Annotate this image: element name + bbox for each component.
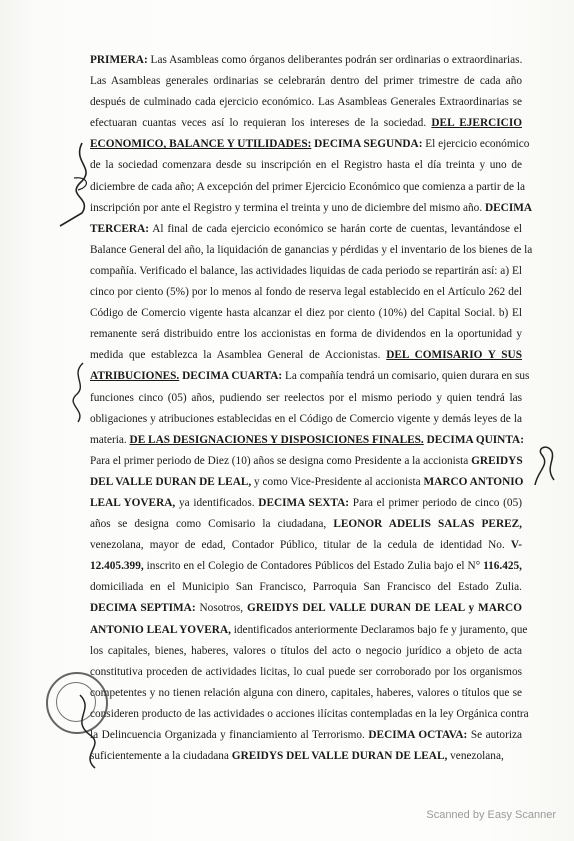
text-line: [90, 324, 522, 345]
body-text: la Delincuencia Organizada y financiamiento al Terrorismo.: [90, 729, 369, 741]
text-line: [90, 261, 522, 282]
bold-text: GREIDYS DEL VALLE DURAN DE LEAL,: [231, 750, 448, 763]
bold-text: DEL VALLE DURAN DE LEAL,: [90, 475, 252, 488]
body-text: Se autoriza: [467, 729, 523, 741]
text-line: [90, 746, 522, 767]
text-line: [90, 683, 522, 704]
body-text: Las Asambleas generales ordinarias se celebrarán dentro del primer trimestre de cada año: [90, 75, 522, 88]
bold-text: DECIMA SEGUNDA:: [311, 138, 423, 151]
bold-text: DECIMA: [484, 201, 533, 214]
bold-text: 116.425,: [483, 560, 522, 573]
body-text: años se designa como Comisario la ciudadana,: [90, 518, 334, 531]
text-line: [90, 514, 522, 535]
bold-text: DECIMA QUINTA:: [423, 433, 524, 446]
bold-text: TERCERA:: [90, 222, 149, 235]
text-line: [90, 303, 522, 324]
scanner-watermark: Scanned by Easy Scanner: [426, 809, 556, 821]
body-text: ya identificados.: [175, 496, 259, 509]
section-heading: ATRIBUCIONES.: [90, 370, 180, 383]
body-text: obligaciones y atribuciones establecidas en el Código de Comercio vigente y demás leyes de la: [90, 412, 522, 425]
text-line: [90, 620, 528, 641]
text-line: [90, 704, 529, 725]
body-text: cinco por ciento (5%) por lo menos al fondo de reserva legal establecido en el Artículo 262 del: [90, 286, 522, 299]
bold-text: GREIDYS: [471, 454, 523, 467]
body-text: consideren producto de las actividades o acciones ilícitas contempladas en la ley Orgánica contra: [90, 707, 529, 720]
body-text: El ejercicio económico: [422, 138, 530, 151]
text-line: [90, 451, 522, 472]
section-heading: DEL EJERCICIO: [431, 117, 522, 130]
text-line: [90, 388, 522, 409]
text-line: [90, 198, 533, 219]
body-text: compañía. Verificado el balance, las actividades liquidas de cada periodo se repartirán así: a) El: [90, 264, 522, 277]
body-text: inscripción por ante el Registro y termina el treinta y uno de diciembre del mismo año.: [90, 201, 485, 214]
text-line: [90, 641, 522, 662]
body-text: domiciliada en el Municipio San Francisco, Parroquia San Francisco del Estado Zulia.: [90, 581, 522, 594]
body-text: inscrito en el Colegio de Contadores Públicos del Estado Zulia bajo el N°: [143, 560, 484, 573]
body-text: diciembre de cada año; A excepción del primer Ejercicio Económico que comienza a partir de la: [90, 180, 526, 193]
bold-text: DECIMA OCTAVA:: [368, 729, 468, 741]
margin-signature: [52, 138, 112, 228]
text-line: [90, 92, 522, 113]
body-text: constitutiva proceden de actividades licitas, lo cual puede ser corroborado por los organismos: [90, 665, 522, 678]
body-text: competentes y no tienen relación alguna con dinero, capitales, haberes, valores o títulos que se: [90, 686, 522, 699]
text-line: [90, 240, 533, 261]
text-line: [90, 535, 522, 556]
text-line: [90, 282, 522, 303]
body-text: remanente será distribuido entre los accionistas en forma de dividendos en la oportunidad y: [90, 328, 522, 341]
body-text: Al final de cada ejercicio económico se harán corte de cuentas, levantándose el: [149, 222, 522, 235]
text-line: [90, 366, 530, 387]
body-text: suficientemente a la ciudadana: [90, 750, 232, 763]
body-text: Código de Comercio vigente hasta alcanzar el diez por ciento (10%) del Capital Social. b) El: [90, 307, 522, 320]
text-line: [90, 662, 522, 683]
body-text: los capitales, bienes, haberes, valores o títulos del acto o negocio jurídico a objeto de acta: [90, 644, 522, 657]
body-text: de la sociedad comenzara desde su inscripción en el Registro hasta el día treinta y uno de: [90, 159, 522, 172]
text-line: [90, 409, 522, 430]
text-line: [90, 598, 522, 619]
body-text: venezolana,: [447, 750, 504, 763]
text-line: [90, 219, 522, 240]
body-text: Para el primer periodo de cinco (05): [349, 496, 522, 509]
bold-text: LEONOR ADELIS SALAS PEREZ,: [333, 518, 523, 531]
text-line: [90, 725, 522, 746]
text-line: [90, 113, 522, 134]
body-text: Balance General del año, la liquidación de ganancias y pérdidas y el inventario de los bienes de la: [90, 243, 533, 256]
body-text: y como Vice-Presidente al accionista: [251, 475, 424, 488]
body-text: Para el primer periodo de Diez (10) años se designa como Presidente a la accionista: [90, 454, 472, 467]
text-line: [90, 430, 522, 451]
body-text: venezolana, mayor de edad, Contador Público, titular de la cedula de identidad No.: [90, 539, 511, 552]
bold-text: DECIMA CUARTA:: [179, 370, 283, 383]
body-text: funciones cinco (05) años, pudiendo ser reelectos por el mismo periodo y quien tendrá las: [90, 391, 522, 404]
body-text: identificados anteriormente Declaramos bajo fe y juramento, que: [230, 623, 528, 636]
margin-signature-2: [58, 360, 98, 430]
document-body: [90, 50, 533, 767]
initials-signature: [530, 440, 560, 490]
body-text: Las Asambleas como órganos deliberantes podrán ser ordinarias o extraordinarias.: [147, 54, 523, 66]
text-line: [90, 345, 522, 366]
section-heading: ECONOMICO, BALANCE Y UTILIDADES:: [90, 138, 312, 151]
bold-text: GREIDYS DEL VALLE DURAN DE LEAL y MARCO: [247, 602, 522, 615]
seal-signature: [60, 690, 130, 770]
body-text: Nosotros,: [195, 602, 248, 615]
bold-text: MARCO ANTONIO: [423, 475, 524, 488]
section-heading: DE LAS DESIGNACIONES Y DISPOSICIONES FINALES.: [129, 433, 424, 446]
body-text: medida que establezca la Asamblea General de Accionistas.: [90, 349, 387, 362]
text-line: [90, 577, 522, 598]
text-line: [90, 50, 522, 71]
text-line: [90, 493, 522, 514]
text-line: [90, 155, 522, 176]
bold-text: V-: [510, 539, 522, 552]
text-line: [90, 177, 526, 198]
body-text: después de culminado cada ejercicio económico. Las Asambleas Generales Extraordinarias se: [90, 96, 522, 109]
body-text: La compañía tendrá un comisario, quien durara en sus: [282, 370, 530, 383]
body-text: materia.: [90, 433, 130, 446]
body-text: efectuaran cuantas veces así lo requieran los intereses de la sociedad.: [90, 117, 432, 130]
text-line: [90, 134, 530, 155]
bold-text: LEAL YOVERA,: [90, 496, 176, 509]
text-line: [90, 472, 522, 493]
bold-text: PRIMERA:: [90, 54, 148, 66]
bold-text: DECIMA SEPTIMA:: [90, 602, 196, 615]
text-line: [90, 556, 522, 577]
bold-text: DECIMA SEXTA:: [258, 496, 350, 509]
bold-text: 12.405.399,: [90, 560, 144, 573]
section-heading: DEL COMISARIO Y SUS: [386, 349, 522, 362]
bold-text: ANTONIO LEAL YOVERA,: [90, 623, 231, 636]
text-line: [90, 71, 522, 92]
